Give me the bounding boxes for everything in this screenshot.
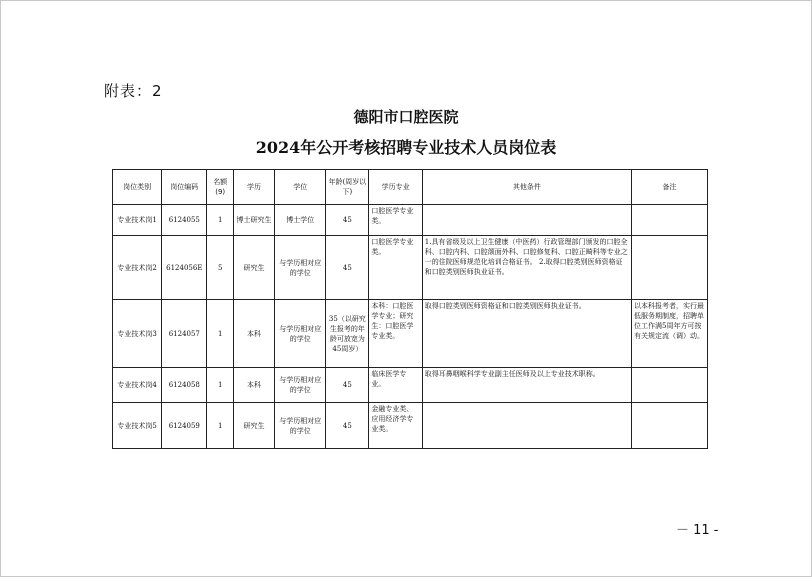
cell-education: 研究生 <box>234 403 275 449</box>
header-degree: 学位 <box>275 170 326 205</box>
cell-category: 专业技术岗3 <box>113 300 162 368</box>
cell-category: 专业技术岗5 <box>113 403 162 449</box>
cell-major: 金融专业类、应用经济学专业类。 <box>369 403 422 449</box>
header-quota: 名额(9) <box>207 170 234 205</box>
positions-table <box>112 169 708 449</box>
cell-major: 本科：口腔医学专业；研究生：口腔医学专业类。 <box>369 300 422 368</box>
table-row <box>113 236 708 300</box>
cell-conditions <box>422 403 631 449</box>
cell-major: 口腔医学专业类。 <box>369 236 422 300</box>
cell-major: 临床医学专业。 <box>369 368 422 403</box>
cell-quota: 1 <box>207 205 234 236</box>
cell-code: 6124057 <box>162 300 207 368</box>
cell-degree: 与学历相对应的学位 <box>275 403 326 449</box>
cell-education: 本科 <box>234 368 275 403</box>
header-age: 年龄(周岁以下) <box>326 170 369 205</box>
header-conditions: 其他条件 <box>422 170 631 205</box>
cell-quota: 1 <box>207 300 234 368</box>
cell-degree: 与学历相对应的学位 <box>275 236 326 300</box>
cell-code: 6124056E <box>162 236 207 300</box>
cell-conditions <box>422 205 631 236</box>
cell-quota: 5 <box>207 236 234 300</box>
cell-age: 35（以研究生报考的年龄可放宽为45周岁） <box>326 300 369 368</box>
cell-category: 专业技术岗4 <box>113 368 162 403</box>
cell-education: 博士研究生 <box>234 205 275 236</box>
cell-remark: 以本科报考者，实行最低服务期制度，招聘单位工作满5周年方可按有关规定流（调）动。 <box>632 300 708 368</box>
cell-education: 本科 <box>234 300 275 368</box>
cell-degree: 与学历相对应的学位 <box>275 368 326 403</box>
cell-conditions: 1.具有省级及以上卫生健康（中医药）行政管理部门颁发的口腔全科、口腔内科、口腔颌面外科、口腔修复科、口腔正畸科等专业之一的住院医师规范化培训合格证书。 2.取得口腔类别医师资格证和口腔类别医师执业证书。 <box>422 236 631 300</box>
cell-quota: 1 <box>207 403 234 449</box>
header-category: 岗位类别 <box>113 170 162 205</box>
table-header-row <box>113 170 708 205</box>
cell-remark <box>632 368 708 403</box>
document-subtitle: 2024年公开考核招聘专业技术人员岗位表 <box>255 138 557 157</box>
cell-age: 45 <box>326 236 369 300</box>
document-title: 德阳市口腔医院 <box>353 108 459 126</box>
cell-age: 45 <box>326 368 369 403</box>
page-number: － 11 - <box>676 523 719 538</box>
cell-conditions: 取得耳鼻咽喉科学专业副主任医师及以上专业技术职称。 <box>422 368 631 403</box>
table-row <box>113 368 708 403</box>
cell-age: 45 <box>326 205 369 236</box>
cell-category: 专业技术岗2 <box>113 236 162 300</box>
table-row <box>113 403 708 449</box>
cell-remark <box>632 403 708 449</box>
cell-degree: 博士学位 <box>275 205 326 236</box>
header-education: 学历 <box>234 170 275 205</box>
cell-code: 6124055 <box>162 205 207 236</box>
cell-quota: 1 <box>207 368 234 403</box>
table-row <box>113 300 708 368</box>
cell-education: 研究生 <box>234 236 275 300</box>
table-row <box>113 205 708 236</box>
cell-age: 45 <box>326 403 369 449</box>
header-code: 岗位编码 <box>162 170 207 205</box>
header-remark: 备注 <box>632 170 708 205</box>
cell-conditions: 取得口腔类别医师资格证和口腔类别医师执业证书。 <box>422 300 631 368</box>
cell-code: 6124058 <box>162 368 207 403</box>
cell-remark <box>632 205 708 236</box>
cell-major: 口腔医学专业类。 <box>369 205 422 236</box>
cell-code: 6124059 <box>162 403 207 449</box>
appendix-label: 附表：2 <box>104 82 163 100</box>
cell-degree: 与学历相对应的学位 <box>275 300 326 368</box>
cell-remark <box>632 236 708 300</box>
header-major: 学历专业 <box>369 170 422 205</box>
cell-category: 专业技术岗1 <box>113 205 162 236</box>
